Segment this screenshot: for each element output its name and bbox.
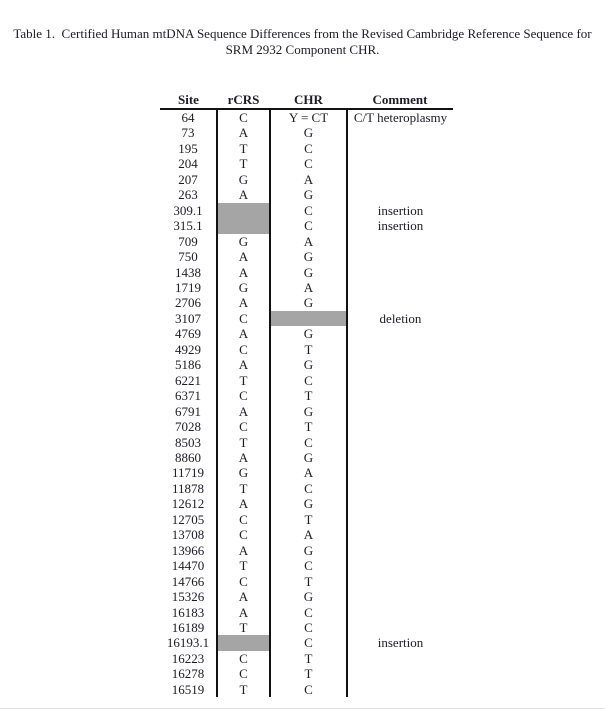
cell-chr: T [270,388,347,403]
table-row [160,388,453,403]
cell-rcrs: C [217,388,270,403]
cell-chr: G [270,265,347,280]
cell-chr: G [270,249,347,264]
cell-chr: C [270,605,347,620]
cell-chr: C [270,373,347,388]
cell-site: 13966 [171,542,205,558]
table-row [160,651,453,666]
col-header-comment: Comment [347,91,453,109]
caption-line-2: SRM 2932 Component CHR. [225,41,380,57]
cell-chr: T [270,651,347,666]
cell-rcrs: A [217,404,270,419]
cell-rcrs: A [217,326,270,341]
header-row [160,91,453,109]
cell-site: 2706 [175,295,201,311]
cell-rcrs: T [217,620,270,635]
cell-site: 16193.1 [166,635,210,651]
table-row [160,265,453,280]
cell-site: 16223 [171,650,205,666]
cell-site: 5186 [175,357,201,373]
cell-comment [347,512,453,527]
cell-site: 16278 [171,666,205,682]
cell-comment [347,558,453,573]
table-row [160,666,453,681]
cell-comment [347,682,453,697]
cell-chr: C [270,218,347,233]
cell-comment [347,651,453,666]
cell-comment [347,527,453,542]
cell-rcrs: C [217,651,270,666]
cell-comment [347,187,453,202]
cell-chr: G [270,125,347,140]
cell-site: 12612 [171,496,205,512]
cell-site: 1438 [175,264,201,280]
cell-site: 16183 [171,604,205,620]
table-row [160,187,453,202]
table-row [160,342,453,357]
cell-site: 6791 [175,403,201,419]
cell-comment [347,620,453,635]
table-row [160,249,453,264]
table-row [160,465,453,480]
cell-rcrs: C [217,311,270,326]
cell-rcrs: T [217,558,270,573]
cell-rcrs: A [217,496,270,511]
table-row [160,543,453,558]
cell-site: 8860 [175,449,201,465]
table-row [160,605,453,620]
cell-rcrs: A [217,357,270,372]
col-header-chr: CHR [270,91,347,109]
cell-rcrs: A [217,589,270,604]
cell-chr: G [270,357,347,372]
cell-chr: C [270,682,347,697]
col-header-site: Site [160,91,217,109]
cell-comment [347,125,453,140]
cell-rcrs: A [217,249,270,264]
table-row [160,109,453,125]
cell-site: 12705 [171,511,205,527]
table-row [160,435,453,450]
cell-rcrs: G [217,234,270,249]
cell-chr: G [270,295,347,310]
cell-comment [347,435,453,450]
cell-chr: G [270,543,347,558]
table-caption [0,26,605,57]
cell-site: 750 [178,249,198,265]
cell-comment [347,450,453,465]
cell-chr: T [270,342,347,357]
table-row [160,527,453,542]
cell-rcrs: A [217,125,270,140]
table-row [160,234,453,249]
table-row [160,589,453,604]
table-row [160,203,453,218]
table-row [160,450,453,465]
cell-chr: C [270,435,347,450]
cell-chr: T [270,419,347,434]
cell-comment [347,496,453,511]
cell-rcrs: T [217,156,270,171]
cell-rcrs: C [217,419,270,434]
cell-rcrs: T [217,141,270,156]
cell-chr: T [270,512,347,527]
cell-site: 13708 [171,527,205,543]
cell-chr: G [270,404,347,419]
cell-rcrs [217,203,270,218]
cell-chr: Y = CT [270,109,347,125]
cell-site: 14766 [171,573,205,589]
cell-rcrs: C [217,666,270,681]
table-row [160,295,453,310]
cell-comment [347,373,453,388]
cell-chr: G [270,589,347,604]
table-row [160,574,453,589]
cell-rcrs: C [217,527,270,542]
cell-chr: A [270,234,347,249]
cell-comment [347,481,453,496]
cell-comment [347,357,453,372]
cell-comment: insertion [377,218,424,234]
cell-chr: C [270,558,347,573]
cell-rcrs: A [217,295,270,310]
cell-comment [347,326,453,341]
cell-site: 3107 [175,310,201,326]
table-row [160,558,453,573]
cell-comment [347,666,453,681]
cell-rcrs: C [217,512,270,527]
table-row [160,512,453,527]
cell-site: 15326 [171,589,205,605]
page-edge-divider [0,708,605,709]
cell-rcrs: G [217,280,270,295]
cell-comment [347,156,453,171]
cell-comment [347,605,453,620]
cell-chr [270,311,347,326]
cell-rcrs: T [217,682,270,697]
cell-site: 8503 [175,434,201,450]
table-row [160,419,453,434]
cell-chr: G [270,496,347,511]
cell-chr: A [270,465,347,480]
cell-chr: C [270,635,347,650]
cell-comment: insertion [377,202,424,218]
cell-site: 14470 [171,558,205,574]
cell-rcrs: T [217,435,270,450]
cell-chr: A [270,280,347,295]
cell-site: 263 [178,187,198,203]
table-row [160,156,453,171]
table-row [160,172,453,187]
caption-line-1: Table 1. Certified Human mtDNA Sequence Differences from the Revised Cambridge Reference Sequence for [13,26,592,41]
mtdna-differences-table [160,91,453,697]
cell-comment [347,543,453,558]
table-row [160,404,453,419]
cell-site: 64 [181,110,195,125]
cell-site: 73 [181,125,195,141]
table-row [160,311,453,326]
cell-chr: C [270,481,347,496]
cell-site: 11878 [171,480,205,496]
cell-chr: C [270,620,347,635]
cell-rcrs: A [217,543,270,558]
cell-chr: T [270,666,347,681]
table-row [160,125,453,140]
cell-comment [347,574,453,589]
cell-rcrs: G [217,465,270,480]
cell-site: 4929 [175,341,201,357]
cell-rcrs: C [217,342,270,357]
cell-site: 207 [178,171,198,187]
table-body [160,109,453,697]
cell-chr: G [270,326,347,341]
table-row [160,141,453,156]
cell-site: 7028 [175,419,201,435]
cell-chr: C [270,141,347,156]
cell-rcrs: A [217,187,270,202]
table-row [160,620,453,635]
cell-comment [347,249,453,264]
cell-site: 11719 [171,465,205,481]
table-row [160,496,453,511]
cell-rcrs: T [217,373,270,388]
cell-comment [347,342,453,357]
cell-rcrs: C [217,574,270,589]
cell-comment: insertion [377,635,424,651]
cell-comment [347,589,453,604]
col-header-rcrs: rCRS [217,91,270,109]
cell-rcrs [217,218,270,233]
cell-site: 315.1 [173,218,203,234]
cell-comment [347,265,453,280]
cell-rcrs [217,635,270,650]
cell-comment [347,419,453,434]
table-row [160,280,453,295]
cell-rcrs: C [217,109,270,125]
cell-chr: A [270,527,347,542]
table-row [160,373,453,388]
cell-chr: C [270,203,347,218]
cell-site: 195 [178,140,198,156]
cell-site: 309.1 [173,202,203,218]
cell-chr: G [270,187,347,202]
cell-rcrs: T [217,481,270,496]
cell-site: 6371 [175,388,201,404]
table-row [160,635,453,650]
table-row [160,218,453,233]
cell-comment [347,295,453,310]
cell-site: 204 [178,156,198,172]
table-row [160,481,453,496]
cell-comment: deletion [379,310,422,326]
cell-comment [347,234,453,249]
table-row [160,326,453,341]
cell-comment [347,141,453,156]
cell-site: 709 [178,233,198,249]
cell-chr: G [270,450,347,465]
cell-comment [347,172,453,187]
cell-chr: T [270,574,347,589]
cell-rcrs: A [217,605,270,620]
cell-comment [347,280,453,295]
cell-site: 6221 [175,372,201,388]
cell-chr: C [270,156,347,171]
table-row [160,357,453,372]
cell-comment [347,404,453,419]
cell-site: 4769 [175,326,201,342]
cell-rcrs: A [217,450,270,465]
cell-comment [347,388,453,403]
cell-rcrs: G [217,172,270,187]
cell-chr: A [270,172,347,187]
cell-site: 16189 [171,619,205,635]
cell-rcrs: A [217,265,270,280]
cell-comment [347,465,453,480]
cell-site: 16519 [171,681,205,697]
cell-comment: C/T heteroplasmy [353,110,448,125]
table-row [160,682,453,697]
cell-site: 1719 [175,279,201,295]
